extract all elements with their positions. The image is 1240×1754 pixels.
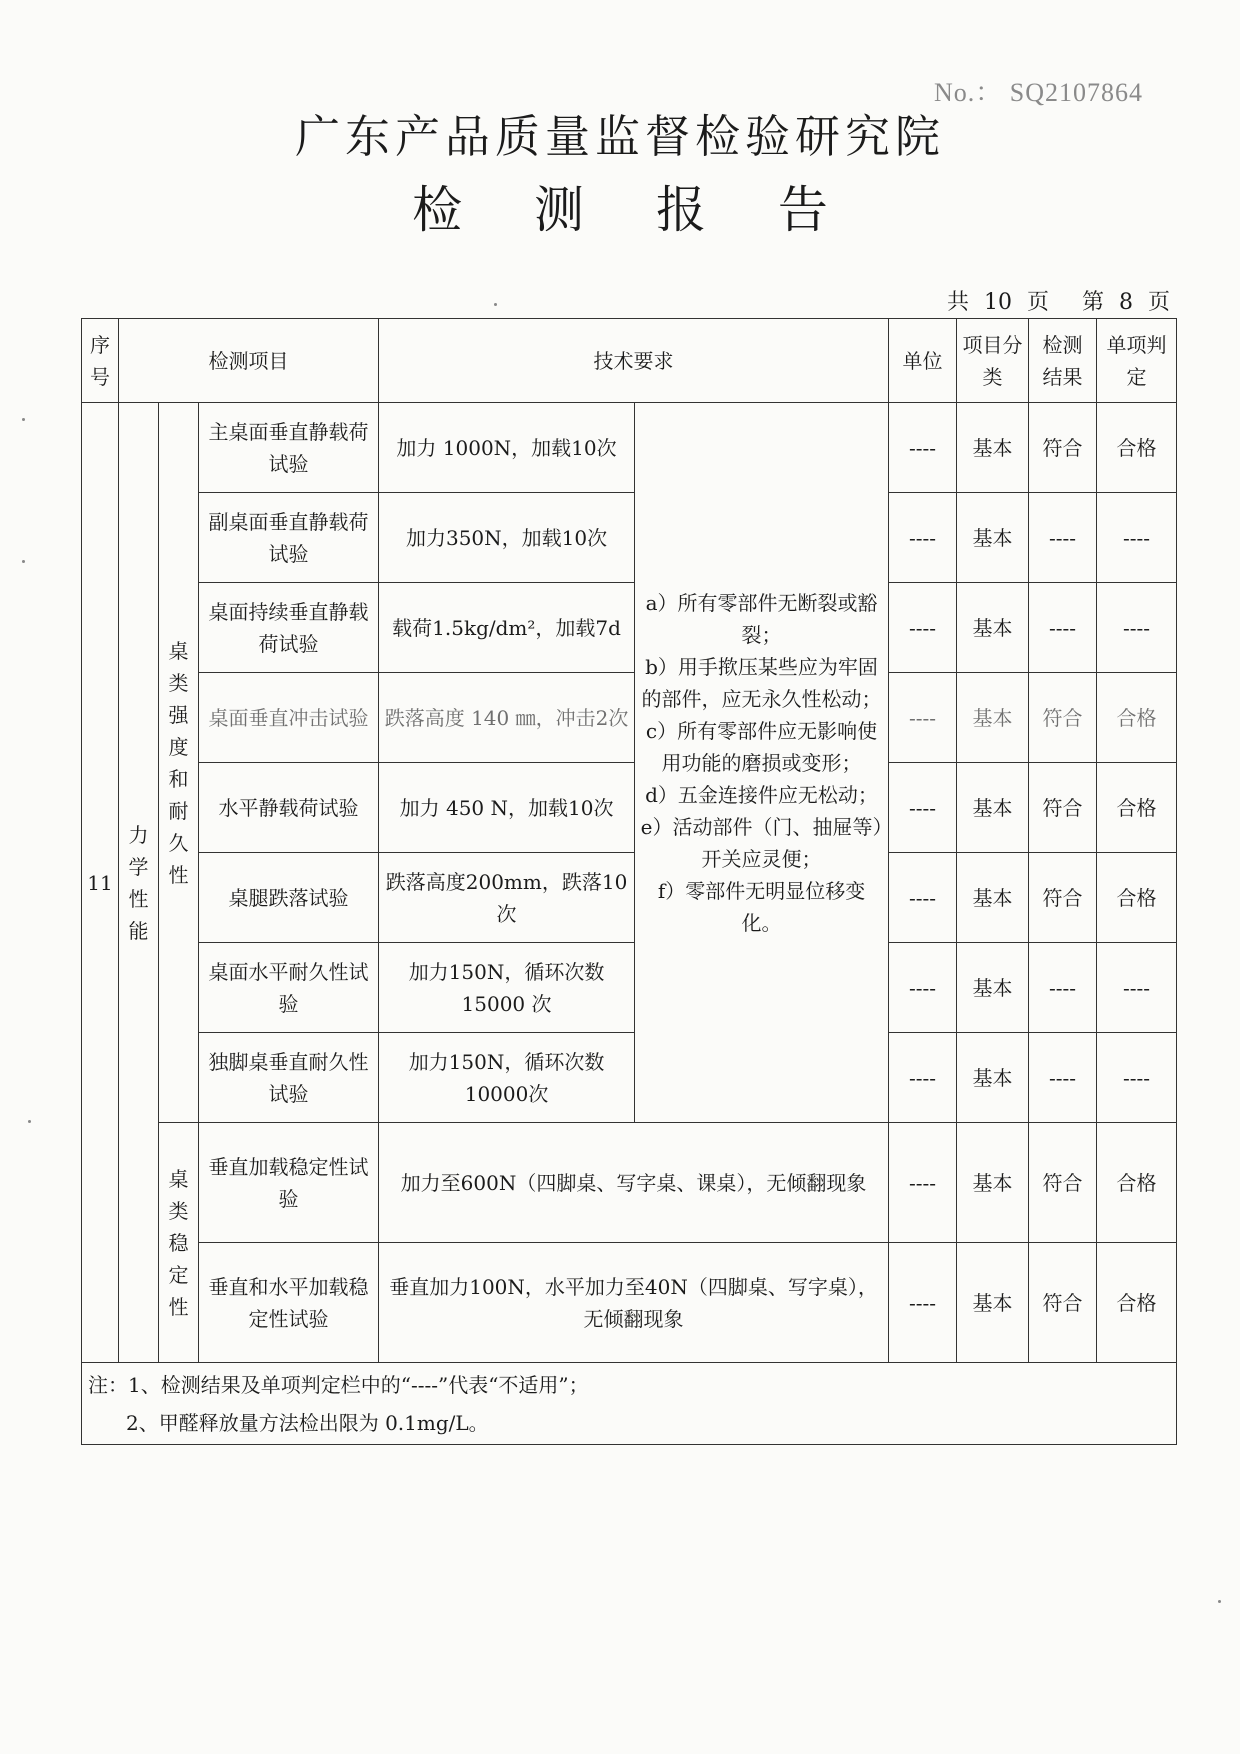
category-cell: 基本 (957, 943, 1029, 1033)
test-item: 主桌面垂直静载荷试验 (199, 403, 379, 493)
requirement-line: a）所有零部件无断裂或豁裂； (645, 590, 878, 647)
verdict-cell: 合格 (1097, 1123, 1177, 1243)
note-line: 注：1、检测结果及单项判定栏中的“----”代表“不适用”； (88, 1372, 589, 1397)
verdict-cell: 合格 (1097, 403, 1177, 493)
subgroup-stability-label: 桌类稳定性 (159, 1123, 199, 1363)
table-row (82, 1123, 1177, 1243)
result-cell: ---- (1029, 493, 1097, 583)
scan-speck (22, 560, 25, 563)
requirement-line: f）零部件无明显位移变化。 (657, 878, 866, 935)
test-condition: 加力150N，循环次数15000 次 (379, 943, 635, 1033)
requirement-line: c）所有零部件应无影响使用功能的磨损或变形； (645, 718, 878, 775)
unit-cell: ---- (889, 583, 957, 673)
requirement-line: d）五金连接件应无松动； (645, 782, 878, 807)
notes-row (82, 1363, 1177, 1445)
header-requirement: 技术要求 (379, 319, 889, 403)
test-condition: 加力350N，加载10次 (379, 493, 635, 583)
header-unit: 单位 (889, 319, 957, 403)
table-row (82, 943, 1177, 1033)
verdict-cell: ---- (1097, 1033, 1177, 1123)
test-condition: 加力 1000N，加载10次 (379, 403, 635, 493)
result-cell: 符合 (1029, 1123, 1097, 1243)
table-row (82, 763, 1177, 853)
category-cell: 基本 (957, 1243, 1029, 1363)
common-requirement (635, 403, 889, 1123)
current-page: 第 8 页 (1082, 290, 1170, 315)
test-condition: 加力 450 N，加载10次 (379, 763, 635, 853)
report-title: 检 测 报 告 (412, 181, 856, 239)
page-indicator (929, 285, 1170, 316)
verdict-cell: 合格 (1097, 763, 1177, 853)
notes (82, 1363, 1177, 1445)
requirement-line: b）用手揿压某些应为牢固的部件，应无永久性松动； (641, 654, 882, 711)
result-cell: 符合 (1029, 763, 1097, 853)
note-line: 2、甲醛释放量方法检出限为 0.1mg/L。 (126, 1410, 489, 1435)
verdict-cell: 合格 (1097, 1243, 1177, 1363)
scan-speck (22, 418, 25, 421)
category-cell: 基本 (957, 1033, 1029, 1123)
requirement-line: e）活动部件（门、抽屉等）开关应灵便； (640, 814, 883, 871)
scan-speck (494, 303, 497, 306)
header-category: 项目分类 (957, 319, 1029, 403)
unit-cell: ---- (889, 493, 957, 583)
test-item: 垂直加载稳定性试验 (199, 1123, 379, 1243)
category-cell: 基本 (957, 493, 1029, 583)
result-cell: 符合 (1029, 853, 1097, 943)
table-header-row (82, 319, 1177, 403)
result-cell: 符合 (1029, 1243, 1097, 1363)
subgroup-strength-label: 桌类强度和耐久性 (159, 403, 199, 1123)
result-cell: ---- (1029, 943, 1097, 1033)
header-result: 检测结果 (1029, 319, 1097, 403)
table-row (82, 583, 1177, 673)
table-row (82, 673, 1177, 763)
unit-cell: ---- (889, 1033, 957, 1123)
total-pages: 共 10 页 (947, 290, 1050, 315)
unit-cell: ---- (889, 1123, 957, 1243)
scan-speck (1218, 1600, 1221, 1603)
test-item: 副桌面垂直静载荷试验 (199, 493, 379, 583)
table-row (82, 1243, 1177, 1363)
unit-cell: ---- (889, 763, 957, 853)
test-results-table (81, 318, 1177, 1445)
category-cell: 基本 (957, 853, 1029, 943)
scan-speck (28, 1120, 31, 1123)
test-condition: 跌落高度200mm，跌落10次 (379, 853, 635, 943)
unit-cell: ---- (889, 853, 957, 943)
test-item: 水平静载荷试验 (199, 763, 379, 853)
table-row (82, 853, 1177, 943)
verdict-cell: ---- (1097, 943, 1177, 1033)
test-requirement: 垂直加力100N，水平加力至40N（四脚桌、写字桌），无倾翻现象 (379, 1243, 889, 1363)
category-cell: 基本 (957, 1123, 1029, 1243)
table-row (82, 1033, 1177, 1123)
table-row (82, 493, 1177, 583)
header-item: 检测项目 (119, 319, 379, 403)
category-cell: 基本 (957, 403, 1029, 493)
unit-cell: ---- (889, 403, 957, 493)
header-seq: 序号 (82, 319, 119, 403)
unit-cell: ---- (889, 1243, 957, 1363)
test-condition: 跌落高度 140 ㎜，冲击2次 (379, 673, 635, 763)
unit-cell: ---- (889, 943, 957, 1033)
test-requirement: 加力至600N（四脚桌、写字桌、课桌），无倾翻现象 (379, 1123, 889, 1243)
header-verdict: 单项判定 (1097, 319, 1177, 403)
verdict-cell: ---- (1097, 493, 1177, 583)
test-condition: 载荷1.5kg/dm²，加载7d (379, 583, 635, 673)
result-cell: 符合 (1029, 403, 1097, 493)
test-item: 桌面垂直冲击试验 (199, 673, 379, 763)
verdict-cell: ---- (1097, 583, 1177, 673)
group-label: 力学性能 (119, 403, 159, 1363)
unit-cell: ---- (889, 673, 957, 763)
result-cell: ---- (1029, 1033, 1097, 1123)
organization-name: 广东产品质量监督检验研究院 (294, 110, 945, 163)
result-cell: 符合 (1029, 673, 1097, 763)
test-item: 独脚桌垂直耐久性试验 (199, 1033, 379, 1123)
test-item: 桌面持续垂直静载荷试验 (199, 583, 379, 673)
category-cell: 基本 (957, 583, 1029, 673)
verdict-cell: 合格 (1097, 673, 1177, 763)
category-cell: 基本 (957, 763, 1029, 853)
document-number: No.： SQ2107864 (934, 78, 1144, 107)
seq-number: 11 (82, 403, 119, 1363)
category-cell: 基本 (957, 673, 1029, 763)
test-item: 垂直和水平加载稳定性试验 (199, 1243, 379, 1363)
test-item: 桌面水平耐久性试验 (199, 943, 379, 1033)
table-row (82, 403, 1177, 493)
result-cell: ---- (1029, 583, 1097, 673)
test-condition: 加力150N，循环次数10000次 (379, 1033, 635, 1123)
test-item: 桌腿跌落试验 (199, 853, 379, 943)
verdict-cell: 合格 (1097, 853, 1177, 943)
